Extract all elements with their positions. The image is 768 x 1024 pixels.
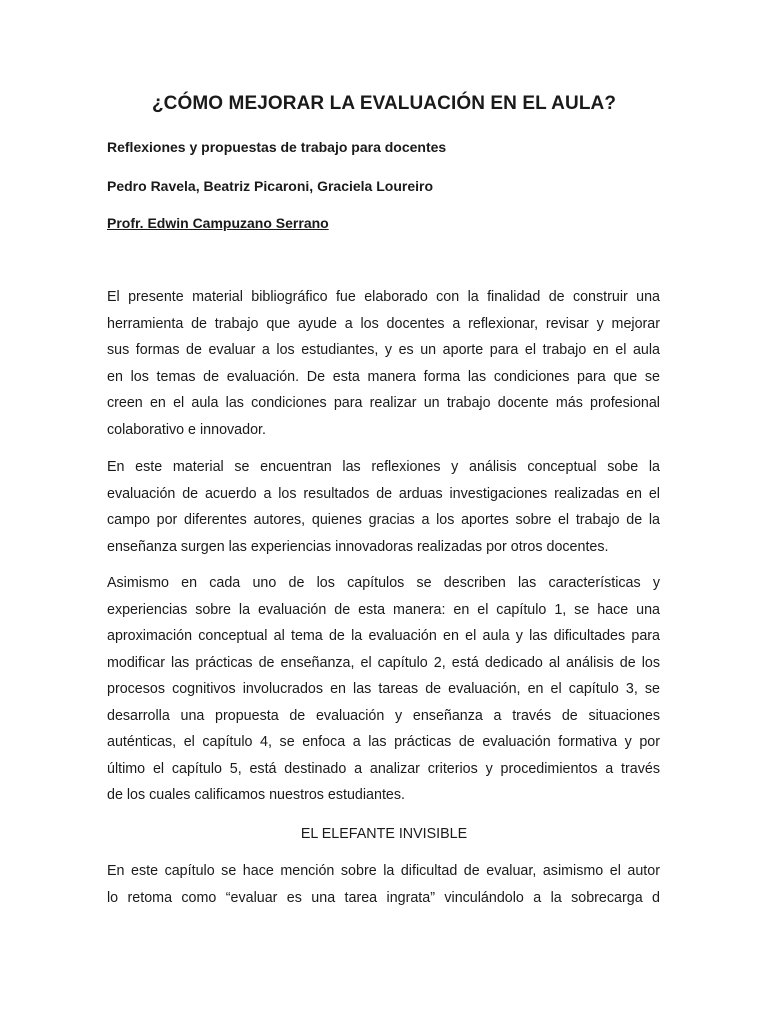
paragraph-line: procesos cognitivos involucrados en las tareas de evaluación, en el capítulo 3, se: [107, 681, 660, 697]
paragraph-line: Asimismo en cada uno de los capítulos se describen las características y: [107, 575, 660, 591]
document-title: ¿CÓMO MEJORAR LA EVALUACIÓN EN EL AULA?: [151, 93, 617, 114]
paragraph-2: [107, 454, 660, 560]
paragraph-line: auténticas, el capítulo 4, se enfoca a las prácticas de evaluación formativa y por: [107, 734, 660, 750]
paragraph-line: colaborativo e innovador.: [107, 421, 266, 438]
paragraph-line: último el capítulo 5, está destinado a analizar criterios y procedimientos a través: [107, 760, 660, 777]
paragraph-line: En este material se encuentran las reflexiones y análisis conceptual sobe la: [107, 459, 660, 475]
paragraph-line: evaluación de acuerdo a los resultados de arduas investigaciones realizadas en el: [107, 485, 660, 502]
paragraph-3: [107, 570, 660, 809]
paragraph-line: en los temas de evaluación. De esta manera forma las condiciones para que se: [107, 368, 660, 385]
paragraph-line: creen en el aula las condiciones para realizar un trabajo docente más profesional: [107, 395, 660, 411]
paragraph-line: sus formas de evaluar a los estudiantes, y es un aporte para el trabajo en el aula: [107, 342, 660, 358]
paragraph-line: desarrolla una propuesta de evaluación y enseñanza a través de situaciones: [107, 707, 660, 724]
paragraph-1: [107, 284, 660, 443]
document-subtitle: Reflexiones y propuestas de trabajo para docentes: [107, 139, 447, 155]
paragraph-line: campo por diferentes autores, quienes gracias a los aportes sobre el trabajo de la: [107, 512, 660, 528]
paragraph-line: El presente material bibliográfico fue elaborado con la finalidad de construir una: [107, 289, 660, 305]
paragraph-line: aproximación conceptual al tema de la evaluación en el aula y las dificultades para: [107, 628, 660, 644]
section-heading: EL ELEFANTE INVISIBLE: [300, 826, 468, 842]
paragraph-line: enseñanza surgen las experiencias innovadoras realizadas por otros docentes.: [107, 538, 609, 555]
paragraph-line: lo retoma como “evaluar es una tarea ingrata” vinculándolo a la sobrecarga d: [107, 889, 660, 906]
paragraph-line: herramienta de trabajo que ayude a los docentes a reflexionar, revisar y mejorar: [107, 315, 660, 332]
document-authors: Pedro Ravela, Beatriz Picaroni, Graciela Loureiro: [107, 178, 434, 194]
paragraph-line: de los cuales calificamos nuestros estudiantes.: [107, 787, 406, 803]
paragraph-line: En este capítulo se hace mención sobre la dificultad de evaluar, asimismo el autor: [107, 863, 660, 879]
section-paragraph: [107, 858, 660, 911]
paragraph-line: modificar las prácticas de enseñanza, el capítulo 2, está dedicado al análisis de los: [107, 654, 660, 671]
paragraph-line: experiencias sobre la evaluación de esta manera: en el capítulo 1, se hace una: [107, 601, 660, 618]
document-professor: Profr. Edwin Campuzano Serrano: [107, 215, 329, 231]
